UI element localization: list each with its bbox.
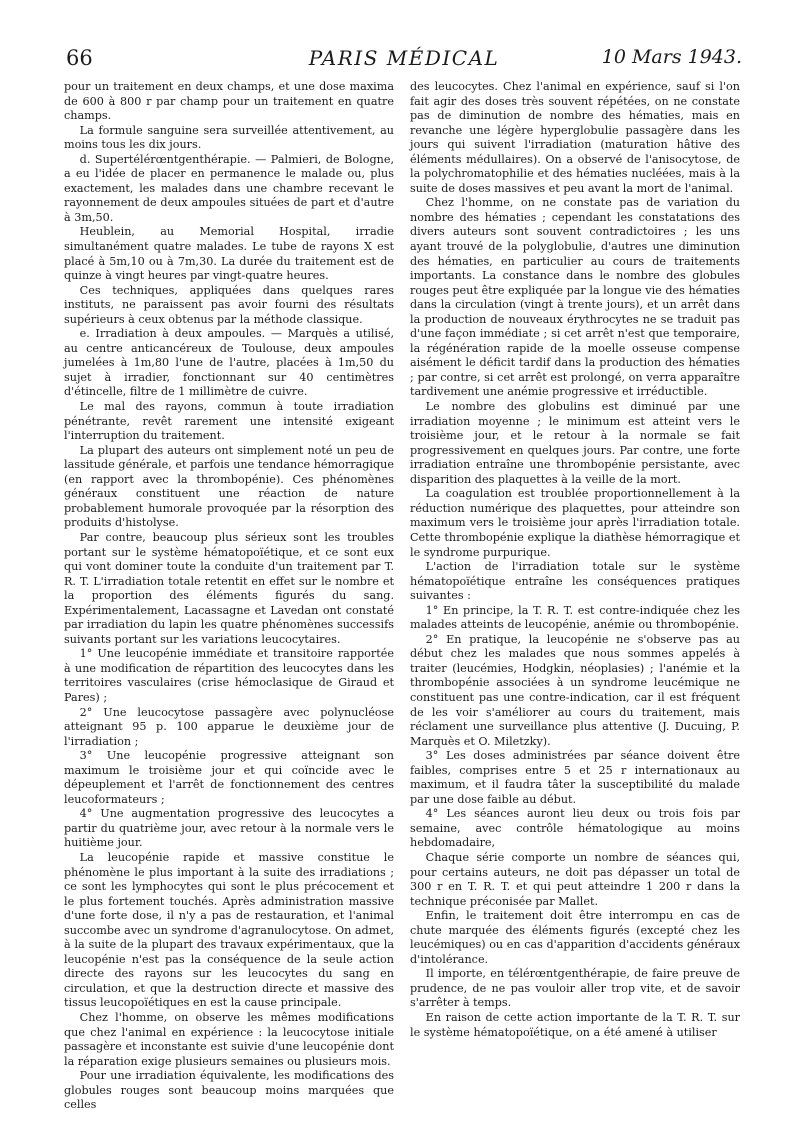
- paragraph: des leucocytes. Chez l'animal en expérience, sauf si l'on fait agir des doses très souvent répétées, on ne constate pas de diminution de nombre des hématies, mais en revanche une légère hyperglobulie passagère dans les jours qui suivent l'irradiation (maturation hâtive des éléments médullaires). On a observé de l'anisocytose, de la polychromatophilie et des hématies nucléées, mais à la suite de doses massives et peu avant la mort de l'animal.: [410, 80, 740, 195]
- paragraph: Par contre, beaucoup plus sérieux sont les troubles portant sur le système hématopoïétique, et ce sont eux qui vont dominer toute la conduite d'un traitement par T. R. T. L'irradiation totale retentit en effet sur le nombre et la proportion des éléments figurés du sang. Expérimentalement, Lacassagne et Lavedan ont constaté par irradiation du lapin les quatre phénomènes successifs suivants portant sur les variations leucocytaires.: [64, 530, 394, 646]
- paragraph: Le mal des rayons, commun à toute irradiation pénétrante, revêt rarement une intensité exigeant l'interruption du traitement.: [64, 400, 394, 443]
- paragraph: Chez l'homme, on ne constate pas de variation du nombre des hématies ; cependant les constatations des divers auteurs sont souvent contradictoires ; les uns ayant trouvé de la polyglobulie, d'autres une diminution des hématies, en particulier au cours de traitements importants. La constance dans le nombre des globules rouges peut être expliquée par la longue vie des hématies dans la circulation (vingt à trente jours), et un arrêt dans la production de nouveaux érythrocytes ne se traduit pas d'une façon immédiate ; si cet arrêt n'est que temporaire, la régénération rapide de la moelle osseuse compense aisément le déficit tardif dans la production des hématies ; par contre, si cet arrêt est prolongé, on verra apparaître tardivement une anémie progressive et irréductible.: [410, 196, 740, 399]
- paragraph: 3° Les doses administrées par séance doivent être faibles, comprises entre 5 et 25 r internationaux au maximum, et il faudra tâter la susceptibilité du malade par une dose faible au début.: [410, 749, 740, 806]
- paragraph: Il importe, en télérœntgenthérapie, de faire preuve de prudence, de ne pas vouloir aller trop vite, et de savoir s'arrêter à temps.: [410, 967, 740, 1010]
- paragraph: e. Irradiation à deux ampoules. — Marquès a utilisé, au centre anticancéreux de Toulouse, deux ampoules jumelées à 1m,80 l'une de l'autre, placées à 1m,50 du sujet à irradier, fonctionnant sur 40 centimètres d'étincelle, filtre de 1 millimètre de cuivre.: [64, 327, 394, 399]
- paragraph: 1° En principe, la T. R. T. est contre-indiquée chez les malades atteints de leucopénie, anémie ou thrombopénie.: [410, 603, 740, 632]
- journal-title: PARIS MÉDICAL: [308, 46, 500, 70]
- paragraph: 2° En pratique, la leucopénie ne s'observe pas au début chez les malades que nous sommes appelés à traiter (leucémies, Hodgkin, néoplasies) ; l'anémie et la thrombopénie associées à un syndrome leucémique ne constituent pas une contre-indication, car il est fréquent de les voir s'améliorer au cours du traitement, mais réclament une surveillance plus attentive (J. Ducuing, P. Marquès et O. Miletzky).: [410, 632, 740, 748]
- paragraph: La leucopénie rapide et massive constitue le phénomène le plus important à la suite des irradiations ; ce sont les lymphocytes qui sont le plus précocement et le plus fortement touchés. Après administration massive d'une forte dose, il n'y a pas de restauration, et l'animal succombe avec un syndrome d'agranulocytose. On admet, à la suite de la plupart des travaux expérimentaux, que la leucopénie n'est pas la conséquence de la seule action directe des rayons sur les leucocytes du sang en circulation, et que la destruction directe et massive des tissus leucopoïétiques en est la cause principale.: [64, 850, 395, 1010]
- paragraph: Heublein, au Memorial Hospital, irradie simultanément quatre malades. Le tube de rayons X est placé à 5m,10 ou à 7m,30. La durée du traitement est de quinze à vingt heures par vingt-quatre heures.: [64, 225, 394, 283]
- page-number: 66: [66, 46, 93, 70]
- paragraph: Chaque série comporte un nombre de séances qui, pour certains auteurs, ne doit pas dépasser un total de 300 r en T. R. T. et qui peut atteindre 1 200 r dans la technique préconisée par Mallet.: [410, 850, 740, 908]
- paragraph: Pour une irradiation équivalente, les modifications des globules rouges sont beaucoup moins marquées que celles: [64, 1069, 394, 1112]
- paragraph: 4° Les séances auront lieu deux ou trois fois par semaine, avec contrôle hématologique au moins hebdomadaire,: [410, 807, 740, 850]
- paragraph: La plupart des auteurs ont simplement noté un peu de lassitude générale, et parfois une tendance hémorragique (en rapport avec la thrombopénie). Ces phénomènes généraux constituent une réaction de nature probablement humorale provoquée par la résorption des produits d'histolyse.: [64, 443, 394, 530]
- paragraph: La coagulation est troublée proportionnellement à la réduction numérique des plaquettes, pour atteindre son maximum vers le troisième jour après l'irradiation totale. Cette thrombopénie explique la diathèse hémorragique et le syndrome purpurique.: [410, 487, 740, 559]
- paragraph: Ces techniques, appliquées dans quelques rares instituts, ne paraissent pas avoir fourni des résultats supérieurs à ceux obtenus par la méthode classique.: [64, 283, 394, 326]
- paragraph: d. Supertélérœntgenthérapie. — Palmieri, de Bologne, a eu l'idée de placer en permanence le malade ou, plus exactement, les malades dans une chambre recevant le rayonnement de deux ampoules situées de part et d'autre à 3m,50.: [64, 152, 394, 224]
- left-column: [64, 80, 394, 1113]
- paragraph: En raison de cette action importante de la T. R. T. sur le système hématopoïétique, on a été amené à utiliser: [410, 1011, 740, 1039]
- paragraph: Le nombre des globulins est diminué par une irradiation moyenne ; le minimum est atteint vers le troisième jour, et le retour à la normale se fait progressivement en quelques jours. Par contre, une forte irradiation entraîne une thrombopénie persistante, avec disparition des plaquettes à la veille de la mort.: [410, 400, 740, 486]
- paragraph: Enfin, le traitement doit être interrompu en cas de chute marquée des éléments figurés (excepté chez les leucémiques) ou en cas d'apparition d'accidents généraux d'intolérance.: [410, 909, 740, 966]
- paragraph: 2° Une leucocytose passagère avec polynucléose atteignant 95 p. 100 apparue le deuxième jour de l'irradiation ;: [64, 705, 394, 748]
- paragraph: La formule sanguine sera surveillée attentivement, au moins tous les dix jours.: [64, 123, 394, 152]
- issue-date: 10 Mars 1943.: [601, 46, 742, 68]
- paragraph: 4° Une augmentation progressive des leucocytes a partir du quatrième jour, avec retour à la normale vers le huitième jour.: [64, 807, 394, 850]
- page-header: [66, 46, 742, 74]
- paragraph: 1° Une leucopénie immédiate et transitoire rapportée à une modification de répartition des leucocytes dans les territoires vasculaires (crise hémoclasique de Giraud et Pares) ;: [64, 647, 394, 704]
- paragraph: L'action de l'irradiation totale sur le système hématopoïétique entraîne les conséquences pratiques suivantes :: [410, 560, 740, 603]
- right-column: [410, 80, 740, 1040]
- paragraph: pour un traitement en deux champs, et une dose maxima de 600 à 800 r par champ pour un traitement en quatre champs.: [64, 80, 394, 123]
- paragraph: Chez l'homme, on observe les mêmes modifications que chez l'animal en expérience : la leucocytose initiale passagère et inconstante est suivie d'une leucopénie dont la réparation exige plusieurs semaines ou plusieurs mois.: [64, 1011, 394, 1068]
- paragraph: 3° Une leucopénie progressive atteignant son maximum le troisième jour et qui coïncide avec le dépeuplement et l'arrêt de fonctionnement des centres leucoformateurs ;: [64, 749, 394, 806]
